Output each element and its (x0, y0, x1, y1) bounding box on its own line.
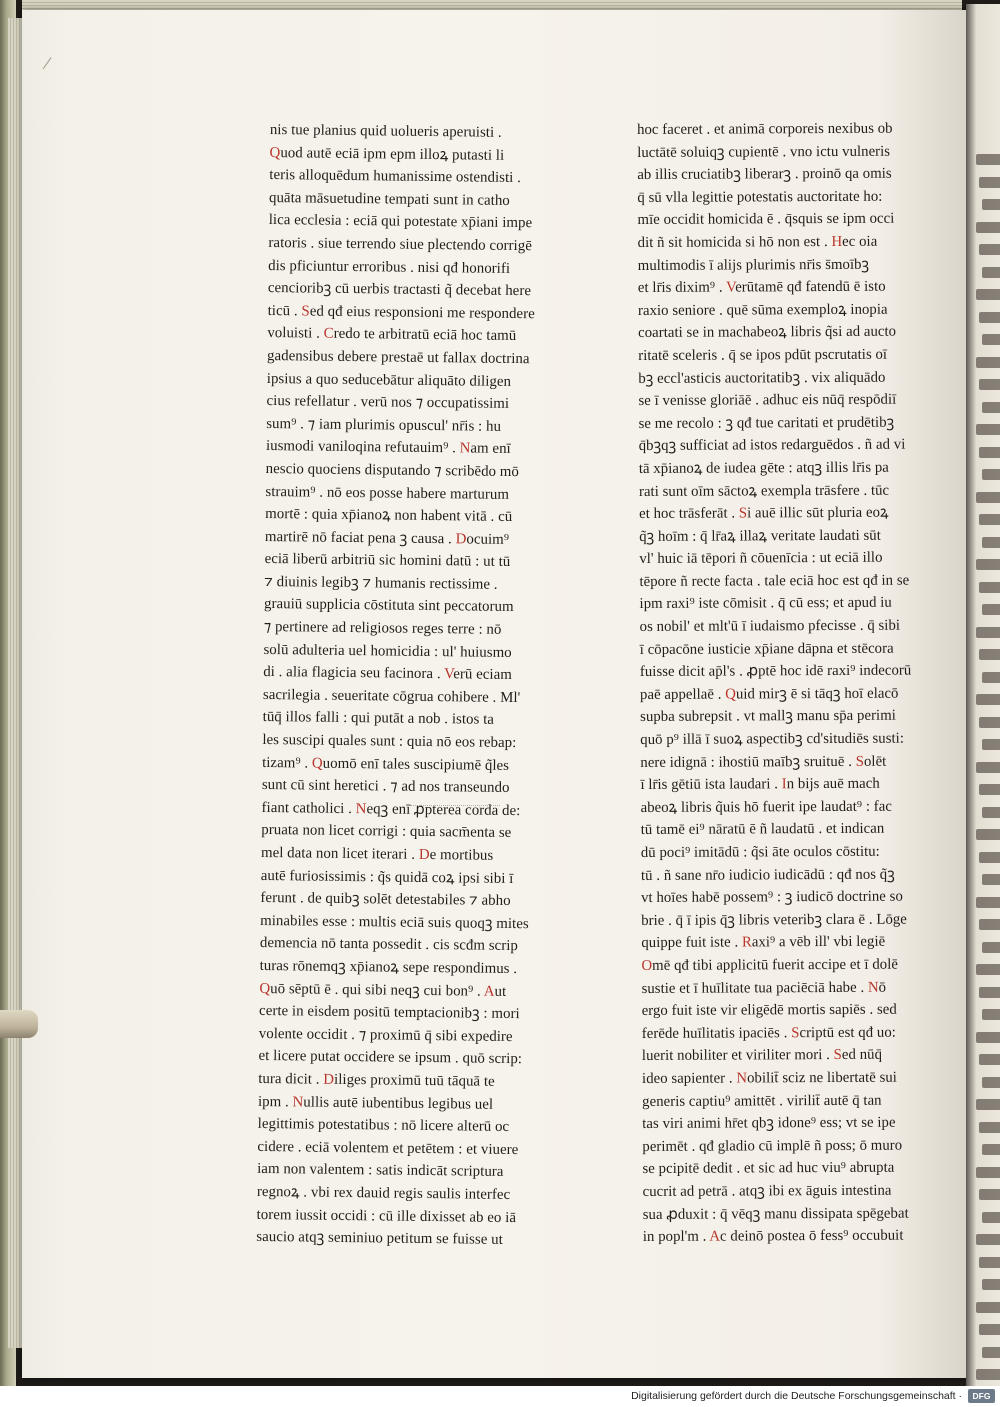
facing-text-fragment (979, 447, 1000, 458)
text-line: ergo fuit iste vir eligēdē mortis sapiēs . sed (641, 1001, 897, 1020)
text-line: sunt cū sint heretici . ⁊ ad nos transeundo (261, 777, 510, 797)
text-line: tūq̄ illos falli : qui putāt a nob . istos ta (262, 709, 495, 729)
text-line: Omē qđ tibi applicitū fuerit accipe et ī dolē (641, 956, 898, 974)
text-line: quō p⁹ illā ī suoꝝ aspectibꝫ cd'situdiēs susti: (640, 730, 905, 749)
text-line: regnoꝝ . vbi rex dauid regis saulis interfec (256, 1183, 511, 1203)
facing-text-fragment (976, 1099, 1000, 1110)
facing-text-fragment (982, 604, 1000, 615)
text-line: ratoris . siue terrendo siue plectendo corrigē (268, 234, 532, 255)
text-line: dū poci⁹ imitādū : q̃si āte oculos cōstitu: (640, 843, 880, 861)
text-line: cucrit ad petrā . atqꝫ ibi ex āguis intestina (642, 1182, 892, 1200)
text-line: vl' huic iā tēpori ñ cōuenīcia : ut eciā illo (639, 550, 883, 568)
facing-text-fragment (979, 717, 1000, 728)
facing-text-fragment (982, 1077, 1000, 1088)
text-line: teris alloquēdum humanissime ostendisti . (269, 167, 522, 187)
text-line: luctātē soluiqꝫ cupientē . vno ictu vulneris (637, 143, 891, 161)
text-line: nere idignā : ihostiū maībꝫ sruituē . Solēt (640, 753, 887, 771)
facing-text-fragment (976, 424, 1000, 435)
facing-text-fragment (979, 1257, 1000, 1268)
facing-text-fragment (979, 1054, 1000, 1065)
text-line: se pcipitē dedit . et sic ad huc viu⁹ abrupta (642, 1159, 895, 1178)
text-line: iam non valentem : satis indicāt scriptura (257, 1161, 504, 1181)
facing-text-fragment (976, 964, 1000, 975)
text-line: se ī venisse gloriāē . adhuc eis nūq̄ respōdiī (638, 391, 897, 410)
facing-text-fragment (976, 897, 1000, 908)
text-line: ticū . Sed qđ eius responsioni me respondere (267, 302, 535, 322)
text-line: ferunt . de quibꝫ solēt detestabiles ⁊ abho (260, 890, 511, 910)
facing-text-fragment (982, 1347, 1000, 1358)
text-line: perimēt . qđ gladio cū implē ñ poss; ō muro (642, 1137, 903, 1155)
facing-text-fragment (982, 874, 1000, 885)
facing-text-fragment (976, 1369, 1000, 1380)
text-line: quāta māsuetudine tempati sunt in catho (268, 189, 510, 209)
facing-text-fragment (976, 289, 1000, 300)
text-line: les suscipi quales sunt : quia nō eos rebap: (262, 731, 517, 752)
facing-text-fragment (979, 1324, 1000, 1335)
text-line: pruata non licet corrigi : quia sacm̄enta se (261, 822, 512, 842)
facing-text-fragment (976, 694, 1000, 705)
facing-text-fragment (976, 154, 1000, 165)
text-line: tizam⁹ . Quomō enī tales suscipiumē q̃les (262, 754, 510, 774)
text-line: ipm . Nullis autē iubentibus legibus uel (257, 1093, 494, 1113)
facing-text-fragment (979, 649, 1000, 660)
text-line: vt hoīes habē possem⁹ : ꝫ iudicō doctrine so (641, 888, 903, 907)
facing-text-fragment (982, 469, 1000, 480)
text-line: raxio seniore . quē sūma exemploꝝ inopia (637, 301, 888, 319)
text-line: fuisse dicit ap̄l's . ꝓptē hoc idē raxi⁹ indecorū (639, 662, 912, 681)
text-line: dis pficiuntur erroribus . nisi qđ honorifi (268, 257, 511, 277)
text-line: cius refellatur . verū nos ⁊ occupatissimi (266, 393, 510, 413)
text-line: ī lr̄is gētiū ista laudari . In bijs auē mach (640, 775, 880, 794)
facing-page-edge (966, 4, 1000, 1386)
text-line: coartati se in machabeoꝝ libris q̃si ad aucto (638, 323, 897, 342)
text-line: sua ꝓduxit : q̄ vēqꝫ manu dissipata spēgebat (642, 1205, 909, 1223)
facing-text-fragment (982, 672, 1000, 683)
text-line: mortē : quia xp̄ianoꝝ non habent vitā . cū (265, 506, 513, 526)
text-line: ipm raxi⁹ iste cōmisit . q̄ cū ess; et apud iu (639, 595, 892, 613)
facing-text-fragment (979, 987, 1000, 998)
facing-text-fragment (976, 1032, 1000, 1043)
text-line: et lr̄is dixim⁹ . Verūtamē qđ fatendū ē isto (637, 278, 886, 297)
text-line: ipsius a quo seducebātur aliquāto diligen (266, 370, 512, 390)
facing-text-fragment (979, 919, 1000, 930)
text-line: legittimis potestatibus : nō licere alterū oc (257, 1116, 510, 1136)
text-line: tū tamē ei⁹ nāratū ē ñ laudatū . et indican (640, 821, 885, 839)
text-line: q̄ sū vlla legittie potestatis auctoritate ho: (637, 188, 883, 206)
facing-text-fragment (982, 1279, 1000, 1290)
text-line: lica ecclesia : eciā qui potestate xp̄iani impe (268, 212, 533, 232)
text-line: saucio atqꝫ seminiuo petitum se fuisse ut (256, 1229, 503, 1249)
text-line: di . alia flagicia seu facinora . Verū eciam (263, 664, 512, 684)
text-line: se me recolo : ꝫ qđ tue caritati et prudētibꝫ (638, 414, 895, 432)
text-line: ritatē sceleris . q̄ se ipos pdūt pscrutatis oī (638, 346, 888, 364)
facing-text-fragment (976, 1167, 1000, 1178)
text-line: volente occidit . ⁊ proximū q̄ sibi expedire (258, 1025, 513, 1045)
facing-text-fragment (979, 244, 1000, 255)
facing-text-fragment (976, 357, 1000, 368)
text-line: paē appellaē . Quid mirꝫ ē si tāqꝫ hoī elacō (639, 685, 899, 703)
text-line: et licere putat occidere se ipsum . quō scrip: (258, 1048, 523, 1068)
text-column-right (637, 117, 948, 1248)
text-line: ⁊ pertinere ad religiosos reges terre : nō (263, 619, 502, 638)
facing-text-fragment (976, 559, 1000, 570)
facing-text-fragment (976, 1302, 1000, 1313)
text-line: ī cōpacōne iusticie xp̄iane dāpna et stēcora (639, 640, 894, 658)
text-line: Quō sēptū ē . qui sibi neqꝫ cui bon⁹ . Aut (259, 980, 507, 1000)
text-line: ferēde huīlitatis ipaciēs . Scriptū est qđ uo: (641, 1024, 896, 1042)
facing-text-fragment (982, 1212, 1000, 1223)
text-line: os nobil' et mlt'ū ī iudaismo pfecisse . q̄ sibi (639, 617, 901, 636)
facing-text-fragment (979, 379, 1000, 390)
text-line: tū . ñ sane nr̄o iudicio iudicādū : qđ nos q̃ꝫ (640, 866, 895, 884)
facing-text-fragment (982, 1009, 1000, 1020)
facing-text-fragment (979, 177, 1000, 188)
facing-text-fragment (979, 312, 1000, 323)
facing-text-fragment (982, 199, 1000, 210)
text-column-left (256, 119, 570, 1252)
text-line: torem iussit occidi : cū ille dixisset ab eo iā (256, 1206, 517, 1226)
text-line: martirē nō faciat pena ꝫ causa . Docuim⁹ (264, 528, 510, 548)
text-line: voluisti . Credo te arbitratū eciā hoc tamū (267, 325, 517, 345)
text-line: cidere . eciā volentem et petētem : et viuere (257, 1138, 519, 1158)
funding-credit: Digitalisierung gefördert durch die Deutsche Forschungsgemeinschaft · (631, 1390, 962, 1402)
text-line: in popl'm . Ac deinō postea ō fess⁹ occubuit (642, 1227, 904, 1246)
text-line: gadensibus debere prestaē ut fallax doctrina (267, 347, 530, 368)
facing-text-fragment (979, 1122, 1000, 1133)
facing-text-fragment (982, 402, 1000, 413)
text-line: rati sunt oīm sāctoꝝ exempla trāsfere . tūc (638, 482, 890, 500)
text-line: dit ñ sit homicida si hō non est . Hec oia (637, 233, 878, 251)
book-clasp (0, 1010, 38, 1038)
text-line: quippe fuit iste . Raxi⁹ a vēb ill' vbi legiē (641, 934, 886, 952)
facing-text-fragment (982, 267, 1000, 278)
text-line: brie . q̄ ī ipis q̄ꝫ libris veteribꝫ clara ē . Lōge (641, 911, 907, 929)
text-line: fiant catholici . Neqꝫ enī ꝓpterea corda de: (261, 799, 521, 819)
text-line: generis captiu⁹ amittēt . virilit̄ autē q̄ tan (642, 1092, 882, 1110)
facing-text-fragment (976, 492, 1000, 503)
text-line: certe in eisdem positū temptacionibꝫ : mori (259, 1003, 520, 1023)
text-line: Quod autē eciā ipm epm illoꝝ putasti li (269, 144, 505, 164)
text-line: turas rōnemqꝫ xp̄ianoꝝ sepe respondimus . (259, 957, 518, 978)
text-line: tas viri animi hr̄et qbꝫ idone⁹ ess; vt se ipe (642, 1114, 896, 1133)
text-line: tura dicit . Diliges proximū tuū tāquā te (258, 1070, 495, 1090)
facing-text-fragment (982, 1144, 1000, 1155)
text-line: minabiles esse : multis eciā suis quoqꝫ mites (260, 912, 529, 933)
facing-text-fragment (982, 537, 1000, 548)
text-line: sum⁹ . ⁊ iam plurimis opuscul' nr̄is : hu (266, 415, 502, 435)
text-line: autē furiosissimis : q̃s quidā coꝝ ipsi sibi ī (260, 867, 514, 887)
text-line: strauim⁹ . nō eos posse habere marturum (265, 483, 510, 503)
facing-text-fragment (976, 222, 1000, 233)
stray-marks (410, 805, 500, 809)
facing-text-fragment (976, 829, 1000, 840)
facing-text-fragment (976, 1234, 1000, 1245)
text-line: tā xp̄ianoꝝ de iudea gēte : atqꝫ illis lr̄is pa (638, 459, 889, 477)
facing-text-fragment (982, 807, 1000, 818)
text-line: mel data non licet iterari . De mortibus (260, 844, 494, 864)
facing-text-fragment (976, 627, 1000, 638)
text-line: sustie et ī huīlitate tua paciēciā habe . Nō (641, 979, 887, 997)
text-line: demencia nō tanta possedit . cis scđm scrip (259, 935, 518, 955)
text-line: abeoꝝ libris q̃uis hō fuerit ipe laudat⁹ : fac (640, 798, 892, 816)
facing-text-fragment (979, 852, 1000, 863)
text-line: eciā liberū arbitriū sic homini datū : ut tū (264, 551, 511, 571)
text-line: iusmodi vaniloqina refutauim⁹ . Nam enī (265, 438, 511, 458)
text-line: nescio quociens disputando ⁊ scribēdo mō (265, 460, 520, 480)
facing-text-fragment (976, 762, 1000, 773)
footer-bar (0, 1386, 1000, 1407)
text-line: mīe occidit homicida ē . q̄squis se ipm occi (637, 211, 895, 229)
dfg-logo: DFG (968, 1389, 995, 1403)
text-line: nis tue planius quid uolueris aperuisti . (269, 121, 502, 141)
text-line: q̃ꝫ hoīm : q̄ lr̄aꝝ illaꝝ veritate laudati sūt (639, 527, 881, 545)
text-line: grauiū supplicia cōstituta sint peccatorum (263, 596, 514, 616)
facing-text-fragment (979, 784, 1000, 795)
text-line: luerit nobiliter et viriliter mori . Sed nūq̄ (641, 1047, 883, 1065)
text-line: solū adulteria uel homicidia : ul' huiusmo (263, 641, 512, 661)
facing-text-fragment (982, 739, 1000, 750)
facing-text-fragment (979, 514, 1000, 525)
facing-text-fragment (979, 582, 1000, 593)
text-line: tēpore ñ recte facta . tale eciā hoc est qđ in se (639, 572, 910, 590)
text-line: cencioribꝫ cū uerbis tractasti q̃ decebat here (267, 280, 532, 300)
text-line: supba subrepsit . vt mallꝫ manu sp̄a perimi (640, 708, 896, 726)
text-line: ab illis cruciatibꝫ liberarꝫ . proinō qa omis (637, 165, 892, 184)
facing-text-fragment (982, 942, 1000, 953)
facing-text-fragment (979, 1189, 1000, 1200)
text-line: sacrilegia . seueritate cōgrua cohibere . Ml' (262, 686, 521, 706)
text-line: bꝫ eccl'asticis auctoritatibꝫ . vix aliquādo (638, 369, 886, 387)
text-line: et hoc trāsferāt . Si auē illic sūt pluria eoꝝ (639, 504, 889, 523)
text-line: hoc faceret . et animā corporeis nexibus ob (637, 120, 893, 138)
text-line: ideo sapienter . Nobilit̄ sciz ne libertatē sui (641, 1069, 897, 1087)
text-line: ⁊ diuinis legibꝫ ⁊ humanis rectissime . (264, 573, 498, 593)
facing-text-fragment (982, 334, 1000, 345)
text-line: q̄bꝫqꝫ sufficiat ad istos redarguēdos . ñ ad vi (638, 436, 906, 455)
text-line: multimodis ī alijs plurimis nr̄is s̄moībꝫ (637, 256, 870, 274)
